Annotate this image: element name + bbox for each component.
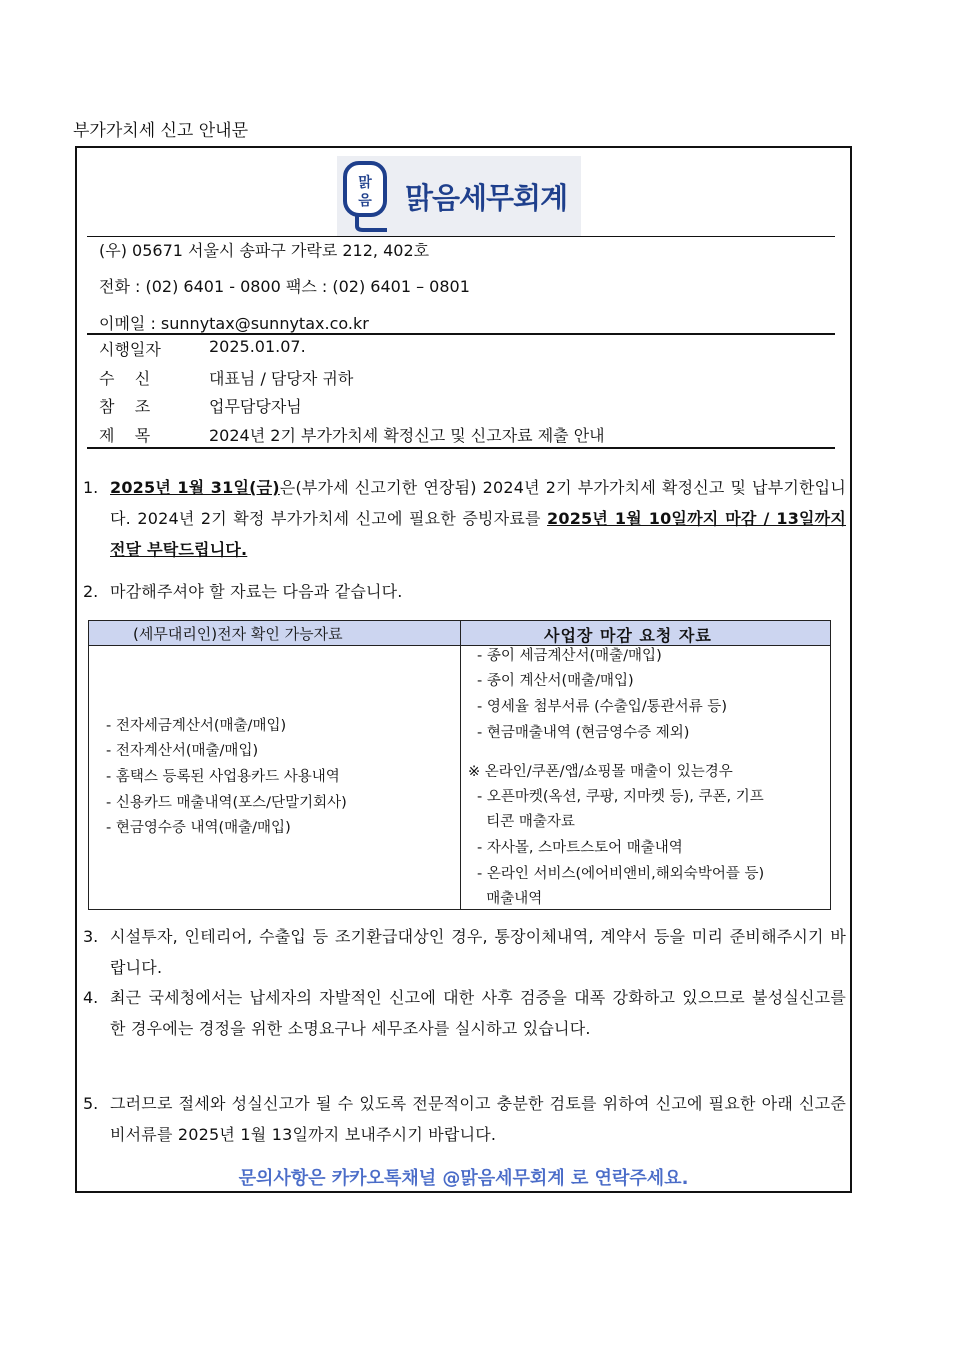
deadline-emphasis: 2025년 1월 31일(금) [110,478,280,497]
item-3 [83,921,846,983]
email-line: 이메일 : sunnytax@sunnytax.co.kr [99,314,369,333]
item-number: 5. [83,1094,99,1113]
address-line: (우) 05671 서울시 송파구 가락로 212, 402호 [99,241,430,260]
list-item: - 종이 계산서(매출/매입) [477,673,634,689]
item-5 [83,1088,846,1150]
item-1 [83,472,846,565]
header-business: 사업장 마감 요청 자료 [544,626,712,645]
contact-closing: 문의사항은 카카오톡채널 @맑음세무회계 로 연락주세요. [238,1168,689,1189]
list-item: 티콘 매출자료 [477,814,575,830]
item-text: 마감해주셔야 할 자료는 다음과 같습니다. [110,582,403,601]
meta-value-recipient: 대표님 / 담당자 귀하 [209,369,354,388]
list-item: - 신용카드 매출내역(포스/단말기회사) [106,795,347,811]
item-text: 은(부가세 신고기한 연장됨) 2024년 2기 부가가치세 확정신고 및 납부기한입니다. 2024년 2기 확정 부가가치세 신고에 필요한 증빙자료를 [110,478,846,528]
meta-label-reference: 참 조 [99,397,151,416]
divider [87,447,835,449]
list-item: - 오픈마켓(옥션, 쿠팡, 지마켓 등), 쿠폰, 기프 [477,789,764,805]
online-note: ※ 온라인/쿠폰/앱/쇼핑몰 매출이 있는경우 [468,764,733,780]
list-item: - 전자계산서(매출/매입) [106,743,259,759]
meta-value-subject: 2024년 2기 부가가치세 확정신고 및 신고자료 제출 안내 [209,426,605,445]
divider [87,236,835,237]
submission-emphasis: 2025년 1월 10일까지 마감 / 13일까지 전달 부탁드립니다. [110,509,846,559]
divider [87,333,835,335]
item-4 [83,982,846,1044]
documents-table [88,620,831,910]
list-item: - 홈택스 등록된 사업용카드 사용내역 [106,769,340,785]
item-number: 4. [83,988,99,1007]
list-item: - 자사몰, 스마트스토어 매출내역 [477,840,683,856]
meta-label-subject: 제 목 [99,426,151,445]
item-text: 시설투자, 인테리어, 수출입 등 조기환급대상인 경우, 통장이체내역, 계약서 등을 미리 준비해주시기 바랍니다. [110,927,846,977]
meta-label-recipient: 수 신 [99,369,151,388]
list-item: 매출내역 [477,891,543,907]
header-electronic: (세무대리인)전자 확인 가능자료 [133,625,343,643]
item-number: 1. [83,478,99,497]
item-text: 최근 국세청에서는 납세자의 자발적인 신고에 대한 사후 검증을 대폭 강화하고 있으므로 불성실신고를 한 경우에는 경정을 위한 소명요구나 세무조사를 실시하고 있습니다. [110,988,846,1038]
phone-fax-line: 전화 : (02) 6401 - 0800 팩스 : (02) 6401 – 0801 [99,277,470,296]
item-text: 그러므로 절세와 성실신고가 될 수 있도록 전문적이고 충분한 검토를 위하여 신고에 필요한 아래 신고준비서류를 2025년 1월 13일까지 보내주시기 바랍니다. [110,1094,846,1144]
meta-value-date: 2025.01.07. [209,337,306,356]
meta-value-reference: 업무담당자님 [209,397,302,416]
svg-text:맑: 맑 [358,175,372,191]
meta-label-date: 시행일자 [99,340,161,359]
firm-emblem-icon [341,160,399,232]
document-title: 부가가치세 신고 안내문 [73,121,249,141]
item-number: 2. [83,582,99,601]
column-divider [460,621,461,909]
item-number: 3. [83,927,99,946]
item-2 [83,576,846,607]
list-item: - 전자세금계산서(매출/매입) [106,718,287,734]
list-item: - 현금매출내역 (현금영수증 제외) [477,725,690,741]
list-item: - 영세율 첨부서류 (수출입/통관서류 등) [477,699,727,715]
notice-frame [75,146,852,1193]
firm-logo [337,156,581,236]
list-item: - 종이 세금계산서(매출/매입) [477,648,662,664]
firm-name: 맑음세무회계 [405,180,568,215]
svg-text:음: 음 [358,193,372,209]
list-item: - 온라인 서비스(에어비앤비,해외숙박어플 등) [477,866,765,882]
list-item: - 현금영수증 내역(매출/매입) [106,820,291,836]
